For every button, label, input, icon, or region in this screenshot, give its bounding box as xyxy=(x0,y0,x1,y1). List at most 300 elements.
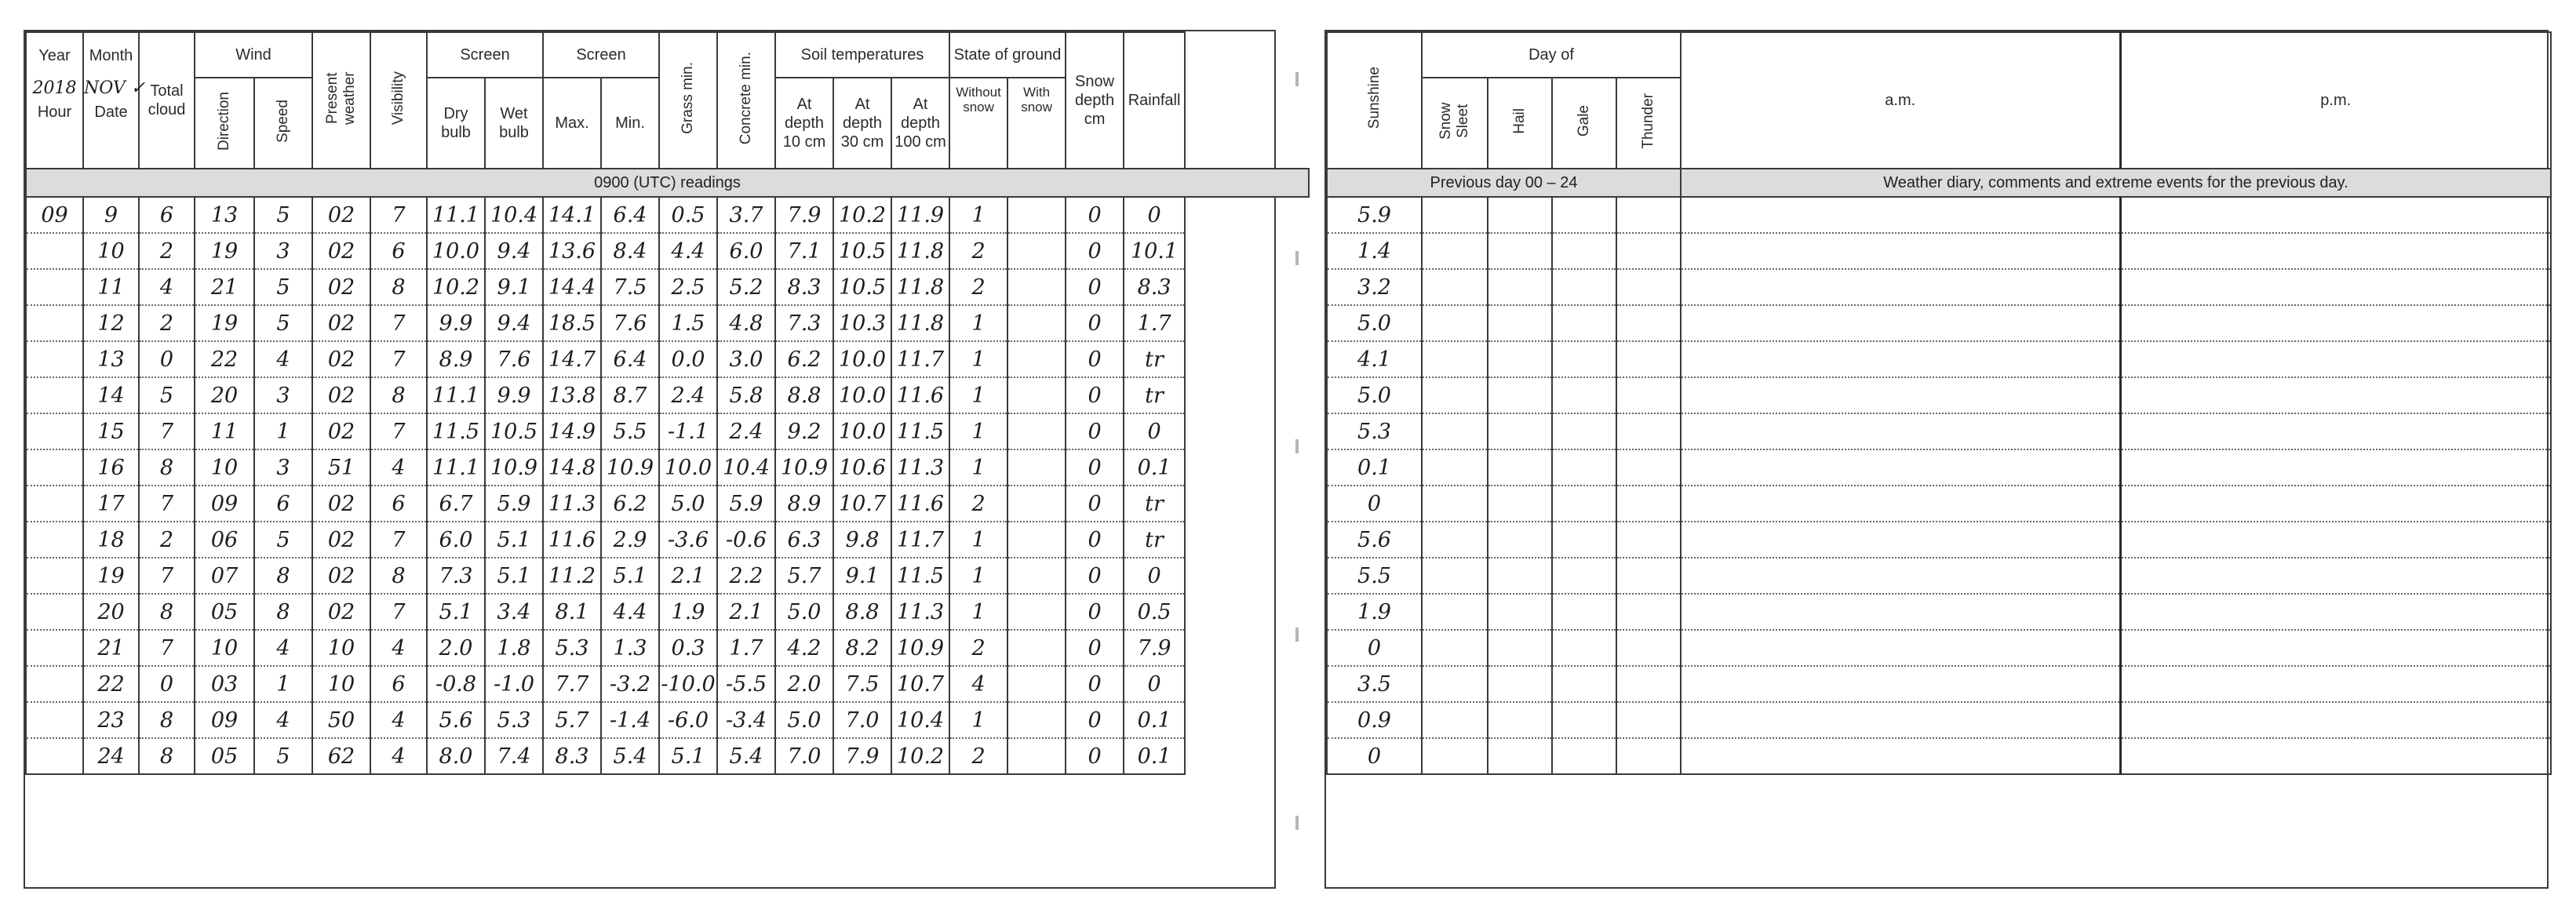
screen-max-cell: 14.4 xyxy=(543,269,601,305)
total-cloud-cell: 7 xyxy=(139,630,195,666)
concrete-min-cell: -5.5 xyxy=(717,666,775,702)
table-row xyxy=(26,594,1309,630)
gale-cell xyxy=(1552,377,1616,413)
rainfall-cell: 0 xyxy=(1124,666,1185,702)
concrete-min-cell: 5.2 xyxy=(717,269,775,305)
wind-speed-cell: 8 xyxy=(254,558,312,594)
sunshine-cell: 3.2 xyxy=(1327,269,1422,305)
date-cell: 22 xyxy=(83,666,139,702)
dry-bulb-cell: 5.1 xyxy=(427,594,485,630)
screen-min-cell: 6.4 xyxy=(601,341,659,377)
gale-cell xyxy=(1552,594,1616,630)
date-cell: 14 xyxy=(83,377,139,413)
ground-with-snow-cell xyxy=(1007,197,1066,233)
binding-mark xyxy=(1295,251,1299,265)
gale-cell xyxy=(1552,702,1616,738)
dry-bulb-cell: 8.9 xyxy=(427,341,485,377)
table-row xyxy=(1327,522,2551,558)
screen-min-cell: -1.4 xyxy=(601,702,659,738)
speed-label: Speed xyxy=(275,99,291,143)
screen-min-cell: 6.2 xyxy=(601,486,659,522)
rainfall-cell: 0.1 xyxy=(1124,738,1185,774)
soil-30cm-cell: 10.3 xyxy=(833,305,891,341)
snow-sleet-cell xyxy=(1422,738,1488,774)
table-row xyxy=(1327,341,2551,377)
total-cloud-cell: 7 xyxy=(139,486,195,522)
visibility-cell: 6 xyxy=(370,486,427,522)
table-row xyxy=(26,269,1309,305)
table-row xyxy=(1327,233,2551,269)
hail-cell xyxy=(1488,341,1552,377)
table-row xyxy=(1327,738,2551,774)
table-row xyxy=(1327,630,2551,666)
present-weather-cell: 50 xyxy=(312,702,370,738)
binding-mark xyxy=(1295,72,1299,86)
month-label: Month xyxy=(89,46,133,64)
present-weather-cell: 02 xyxy=(312,522,370,558)
date-cell: 9 xyxy=(83,197,139,233)
wet-bulb-cell: 3.4 xyxy=(485,594,543,630)
wet-bulb-cell: 1.8 xyxy=(485,630,543,666)
year-label: Year xyxy=(38,46,71,64)
hail-cell xyxy=(1488,702,1552,738)
am-notes-cell xyxy=(1681,377,2120,413)
visibility-cell: 7 xyxy=(370,197,427,233)
hour-cell xyxy=(26,738,83,774)
soil-30cm-cell: 10.5 xyxy=(833,269,891,305)
ground-with-snow-cell xyxy=(1007,305,1066,341)
snow-depth-cell: 0 xyxy=(1066,377,1124,413)
rainfall-cell: 0.1 xyxy=(1124,702,1185,738)
pm-notes-cell xyxy=(2120,486,2551,522)
present-weather-cell: 02 xyxy=(312,486,370,522)
total-cloud-cell: 0 xyxy=(139,341,195,377)
hour-cell xyxy=(26,486,83,522)
am-notes-cell xyxy=(1681,630,2120,666)
concrete-min-cell: 2.2 xyxy=(717,558,775,594)
month-value: NOV ✓ xyxy=(84,78,146,98)
dry-bulb-cell: 6.0 xyxy=(427,522,485,558)
present-weather-cell: 02 xyxy=(312,558,370,594)
sunshine-cell: 0.1 xyxy=(1327,449,1422,486)
ground-with-snow-cell xyxy=(1007,233,1066,269)
ground-without-snow-cell: 2 xyxy=(949,233,1007,269)
thunder-cell xyxy=(1616,377,1681,413)
snow-sleet-label: Snow Sleet xyxy=(1437,102,1471,140)
pm-notes-cell xyxy=(2120,702,2551,738)
soil-10cm-cell: 7.1 xyxy=(775,233,833,269)
sunshine-cell: 4.1 xyxy=(1327,341,1422,377)
snow-depth-cell: 0 xyxy=(1066,702,1124,738)
wind-direction-cell: 19 xyxy=(195,233,254,269)
snow-sleet-cell xyxy=(1422,558,1488,594)
grass-min-label: Grass min. xyxy=(680,62,697,134)
grass-min-cell: 4.4 xyxy=(659,233,717,269)
hail-cell xyxy=(1488,269,1552,305)
wind-speed-cell: 5 xyxy=(254,197,312,233)
daily-readings-rows xyxy=(26,197,1309,774)
gale-cell xyxy=(1552,449,1616,486)
screen-min-cell: 7.5 xyxy=(601,269,659,305)
wind-speed-cell: 3 xyxy=(254,233,312,269)
hour-cell xyxy=(26,341,83,377)
wind-direction-cell: 10 xyxy=(195,630,254,666)
table-row xyxy=(1327,702,2551,738)
wind-speed-cell: 1 xyxy=(254,413,312,449)
soil-100cm-cell: 10.2 xyxy=(891,738,949,774)
ground-without-snow-cell: 4 xyxy=(949,666,1007,702)
thunder-cell xyxy=(1616,197,1681,233)
wind-direction-cell: 20 xyxy=(195,377,254,413)
visibility-cell: 6 xyxy=(370,666,427,702)
thunder-cell xyxy=(1616,486,1681,522)
soil-10cm-cell: 5.7 xyxy=(775,558,833,594)
gale-cell xyxy=(1552,413,1616,449)
pm-notes-cell xyxy=(2120,522,2551,558)
pm-notes-cell xyxy=(2120,233,2551,269)
soil-30cm-cell: 9.1 xyxy=(833,558,891,594)
wind-direction-cell: 09 xyxy=(195,486,254,522)
grass-min-cell: 1.9 xyxy=(659,594,717,630)
date-cell: 19 xyxy=(83,558,139,594)
snow-depth-cell: 0 xyxy=(1066,413,1124,449)
pm-label: p.m. xyxy=(2320,92,2352,109)
wind-speed-cell: 1 xyxy=(254,666,312,702)
snow-depth-cell: 0 xyxy=(1066,269,1124,305)
wind-direction-cell: 19 xyxy=(195,305,254,341)
table-row xyxy=(26,449,1309,486)
table-row xyxy=(26,341,1309,377)
wind-direction-cell: 09 xyxy=(195,702,254,738)
am-notes-cell xyxy=(1681,413,2120,449)
screen-min-cell: 5.4 xyxy=(601,738,659,774)
ground-with-snow-cell xyxy=(1007,377,1066,413)
dry-bulb-cell: 11.5 xyxy=(427,413,485,449)
soil-100cm-cell: 10.4 xyxy=(891,702,949,738)
hour-cell xyxy=(26,558,83,594)
diary-instructions-banner: Weather diary, comments and extreme events for the previous day. xyxy=(1681,169,2551,197)
screen-min-cell: -3.2 xyxy=(601,666,659,702)
soil-30cm-cell: 10.0 xyxy=(833,377,891,413)
rainfall-cell: 7.9 xyxy=(1124,630,1185,666)
gale-cell xyxy=(1552,666,1616,702)
sunshine-cell: 3.5 xyxy=(1327,666,1422,702)
sunshine-cell: 0.9 xyxy=(1327,702,1422,738)
visibility-cell: 6 xyxy=(370,233,427,269)
screen-max-cell: 14.9 xyxy=(543,413,601,449)
am-notes-cell xyxy=(1681,486,2120,522)
thunder-cell xyxy=(1616,594,1681,630)
rainfall-label: Rainfall xyxy=(1128,92,1181,109)
daily-readings-table xyxy=(25,31,1310,775)
concrete-min-cell: 5.8 xyxy=(717,377,775,413)
hour-cell xyxy=(26,666,83,702)
wind-speed-cell: 4 xyxy=(254,630,312,666)
total-cloud-cell: 8 xyxy=(139,702,195,738)
depth-100cm-label: At depth 100 cm xyxy=(894,96,946,151)
depth-10cm-label: At depth 10 cm xyxy=(782,96,826,151)
ground-with-snow-cell xyxy=(1007,702,1066,738)
wet-bulb-cell: 9.4 xyxy=(485,305,543,341)
date-cell: 18 xyxy=(83,522,139,558)
thunder-cell xyxy=(1616,702,1681,738)
rainfall-cell: tr xyxy=(1124,486,1185,522)
hail-cell xyxy=(1488,413,1552,449)
am-notes-cell xyxy=(1681,269,2120,305)
table-row xyxy=(1327,305,2551,341)
screen-max-cell: 11.6 xyxy=(543,522,601,558)
dry-bulb-cell: 8.0 xyxy=(427,738,485,774)
binding-mark xyxy=(1295,439,1299,453)
hour-label: Hour xyxy=(37,104,72,121)
rainfall-cell: 0 xyxy=(1124,413,1185,449)
screen-max-cell: 8.3 xyxy=(543,738,601,774)
date-cell: 13 xyxy=(83,341,139,377)
concrete-min-cell: -0.6 xyxy=(717,522,775,558)
gale-cell xyxy=(1552,738,1616,774)
wind-direction-cell: 13 xyxy=(195,197,254,233)
ground-without-snow-cell: 2 xyxy=(949,738,1007,774)
snow-sleet-cell xyxy=(1422,702,1488,738)
date-cell: 24 xyxy=(83,738,139,774)
weather-diary-page xyxy=(1324,30,2549,889)
thunder-cell xyxy=(1616,630,1681,666)
table-row xyxy=(26,377,1309,413)
grass-min-cell: 0.0 xyxy=(659,341,717,377)
pm-notes-cell xyxy=(2120,197,2551,233)
am-notes-cell xyxy=(1681,305,2120,341)
table-row xyxy=(26,522,1309,558)
soil-100cm-cell: 11.5 xyxy=(891,413,949,449)
dry-bulb-cell: 10.0 xyxy=(427,233,485,269)
soil-30cm-cell: 8.8 xyxy=(833,594,891,630)
hour-cell xyxy=(26,233,83,269)
snow-depth-label: Snow depth cm xyxy=(1075,73,1115,128)
pm-notes-cell xyxy=(2120,377,2551,413)
table-row xyxy=(26,630,1309,666)
ground-without-snow-cell: 1 xyxy=(949,197,1007,233)
grass-min-cell: 0.3 xyxy=(659,630,717,666)
total-cloud-cell: 2 xyxy=(139,522,195,558)
visibility-cell: 7 xyxy=(370,594,427,630)
wet-bulb-cell: 10.5 xyxy=(485,413,543,449)
table-row xyxy=(26,233,1309,269)
ground-without-snow-cell: 1 xyxy=(949,377,1007,413)
snow-sleet-cell xyxy=(1422,269,1488,305)
snow-sleet-cell xyxy=(1422,449,1488,486)
soil-100cm-cell: 11.6 xyxy=(891,377,949,413)
wind-direction-cell: 05 xyxy=(195,738,254,774)
soil-10cm-cell: 7.9 xyxy=(775,197,833,233)
sunshine-cell: 5.3 xyxy=(1327,413,1422,449)
hour-cell xyxy=(26,630,83,666)
snow-sleet-cell xyxy=(1422,305,1488,341)
day-of-label: Day of xyxy=(1528,46,1574,64)
wet-bulb-cell: 7.6 xyxy=(485,341,543,377)
total-cloud-cell: 8 xyxy=(139,738,195,774)
concrete-min-cell: 10.4 xyxy=(717,449,775,486)
wet-bulb-cell: 7.4 xyxy=(485,738,543,774)
date-cell: 17 xyxy=(83,486,139,522)
wet-bulb-cell: 9.4 xyxy=(485,233,543,269)
soil-100cm-cell: 11.7 xyxy=(891,522,949,558)
rainfall-cell: 0.5 xyxy=(1124,594,1185,630)
table-row xyxy=(1327,197,2551,233)
total-cloud-cell: 6 xyxy=(139,197,195,233)
date-cell: 15 xyxy=(83,413,139,449)
soil-10cm-cell: 5.0 xyxy=(775,702,833,738)
table-row xyxy=(26,558,1309,594)
sunshine-cell: 1.9 xyxy=(1327,594,1422,630)
gale-cell xyxy=(1552,630,1616,666)
concrete-min-cell: -3.4 xyxy=(717,702,775,738)
am-notes-cell xyxy=(1681,522,2120,558)
soil-30cm-cell: 9.8 xyxy=(833,522,891,558)
table-row xyxy=(26,197,1309,233)
soil-100cm-cell: 11.8 xyxy=(891,233,949,269)
soil-10cm-cell: 8.8 xyxy=(775,377,833,413)
present-weather-cell: 02 xyxy=(312,233,370,269)
thunder-label: Thunder xyxy=(1640,93,1656,149)
thunder-cell xyxy=(1616,233,1681,269)
concrete-min-cell: 2.4 xyxy=(717,413,775,449)
screen-max-cell: 11.2 xyxy=(543,558,601,594)
ground-without-snow-cell: 1 xyxy=(949,413,1007,449)
wet-bulb-cell: 5.9 xyxy=(485,486,543,522)
screen-min-cell: 2.9 xyxy=(601,522,659,558)
screen-min-cell: 5.5 xyxy=(601,413,659,449)
hail-cell xyxy=(1488,594,1552,630)
concrete-min-cell: 6.0 xyxy=(717,233,775,269)
hail-cell xyxy=(1488,630,1552,666)
wind-speed-cell: 5 xyxy=(254,522,312,558)
screen-max-cell: 14.1 xyxy=(543,197,601,233)
wet-bulb-cell: -1.0 xyxy=(485,666,543,702)
diary-rows xyxy=(1327,197,2551,774)
am-notes-cell xyxy=(1681,558,2120,594)
hour-cell xyxy=(26,377,83,413)
grass-min-cell: 10.0 xyxy=(659,449,717,486)
snow-sleet-cell xyxy=(1422,413,1488,449)
ground-with-snow-cell xyxy=(1007,630,1066,666)
pm-notes-cell xyxy=(2120,594,2551,630)
concrete-min-cell: 3.0 xyxy=(717,341,775,377)
ground-with-snow-cell xyxy=(1007,486,1066,522)
total-cloud-label: Total cloud xyxy=(148,82,186,118)
hail-cell xyxy=(1488,197,1552,233)
date-cell: 16 xyxy=(83,449,139,486)
max-label: Max. xyxy=(555,115,589,132)
pm-notes-cell xyxy=(2120,558,2551,594)
date-cell: 12 xyxy=(83,305,139,341)
thunder-cell xyxy=(1616,269,1681,305)
soil-10cm-cell: 4.2 xyxy=(775,630,833,666)
soil-30cm-cell: 10.2 xyxy=(833,197,891,233)
soil-100cm-cell: 11.5 xyxy=(891,558,949,594)
visibility-cell: 4 xyxy=(370,449,427,486)
soil-100cm-cell: 11.6 xyxy=(891,486,949,522)
present-weather-label: Present weather xyxy=(324,71,359,125)
am-label: a.m. xyxy=(1885,92,1916,109)
wind-direction-cell: 03 xyxy=(195,666,254,702)
soil-30cm-cell: 7.5 xyxy=(833,666,891,702)
dry-bulb-cell: 9.9 xyxy=(427,305,485,341)
visibility-cell: 4 xyxy=(370,702,427,738)
total-cloud-cell: 4 xyxy=(139,269,195,305)
pm-notes-cell xyxy=(2120,449,2551,486)
soil-10cm-cell: 10.9 xyxy=(775,449,833,486)
dry-bulb-cell: 11.1 xyxy=(427,197,485,233)
dry-bulb-cell: 11.1 xyxy=(427,377,485,413)
snow-depth-cell: 0 xyxy=(1066,738,1124,774)
sunshine-cell: 1.4 xyxy=(1327,233,1422,269)
screen-max-cell: 13.8 xyxy=(543,377,601,413)
ground-without-snow-cell: 1 xyxy=(949,522,1007,558)
ground-with-snow-cell xyxy=(1007,413,1066,449)
direction-label: Direction xyxy=(216,91,232,151)
grass-min-cell: -3.6 xyxy=(659,522,717,558)
gale-cell xyxy=(1552,522,1616,558)
table-row xyxy=(1327,413,2551,449)
table-row xyxy=(1327,486,2551,522)
min-label: Min. xyxy=(615,115,645,132)
soil-30cm-cell: 10.5 xyxy=(833,233,891,269)
wind-label: Wind xyxy=(235,46,271,64)
hour-cell: 09 xyxy=(26,197,83,233)
thunder-cell xyxy=(1616,341,1681,377)
with-snow-label: With snow xyxy=(1021,85,1052,115)
gale-label: Gale xyxy=(1576,104,1592,137)
ground-with-snow-cell xyxy=(1007,558,1066,594)
total-cloud-cell: 2 xyxy=(139,233,195,269)
grass-min-cell: 1.5 xyxy=(659,305,717,341)
visibility-cell: 8 xyxy=(370,269,427,305)
hour-cell xyxy=(26,594,83,630)
snow-sleet-cell xyxy=(1422,197,1488,233)
pm-notes-cell xyxy=(2120,269,2551,305)
grass-min-cell: 2.5 xyxy=(659,269,717,305)
dry-bulb-cell: 11.1 xyxy=(427,449,485,486)
am-notes-cell xyxy=(1681,233,2120,269)
dry-bulb-cell: 10.2 xyxy=(427,269,485,305)
ground-with-snow-cell xyxy=(1007,594,1066,630)
date-cell: 20 xyxy=(83,594,139,630)
snow-sleet-cell xyxy=(1422,377,1488,413)
wind-speed-cell: 3 xyxy=(254,377,312,413)
wet-bulb-label: Wet bulb xyxy=(499,105,529,141)
sunshine-cell: 0 xyxy=(1327,630,1422,666)
snow-depth-cell: 0 xyxy=(1066,233,1124,269)
date-label: Date xyxy=(94,104,128,121)
gale-cell xyxy=(1552,197,1616,233)
screen-min-cell: 6.4 xyxy=(601,197,659,233)
soil-100cm-cell: 11.7 xyxy=(891,341,949,377)
readings-time-banner: 0900 (UTC) readings xyxy=(26,169,1309,197)
ground-without-snow-cell: 1 xyxy=(949,558,1007,594)
table-row xyxy=(26,738,1309,774)
ground-without-snow-cell: 2 xyxy=(949,269,1007,305)
present-weather-cell: 02 xyxy=(312,413,370,449)
table-row xyxy=(1327,666,2551,702)
grass-min-cell: 5.0 xyxy=(659,486,717,522)
snow-depth-cell: 0 xyxy=(1066,594,1124,630)
ground-with-snow-cell xyxy=(1007,738,1066,774)
rainfall-cell: tr xyxy=(1124,341,1185,377)
hail-cell xyxy=(1488,305,1552,341)
present-weather-cell: 02 xyxy=(312,594,370,630)
present-weather-cell: 02 xyxy=(312,377,370,413)
hour-cell xyxy=(26,305,83,341)
